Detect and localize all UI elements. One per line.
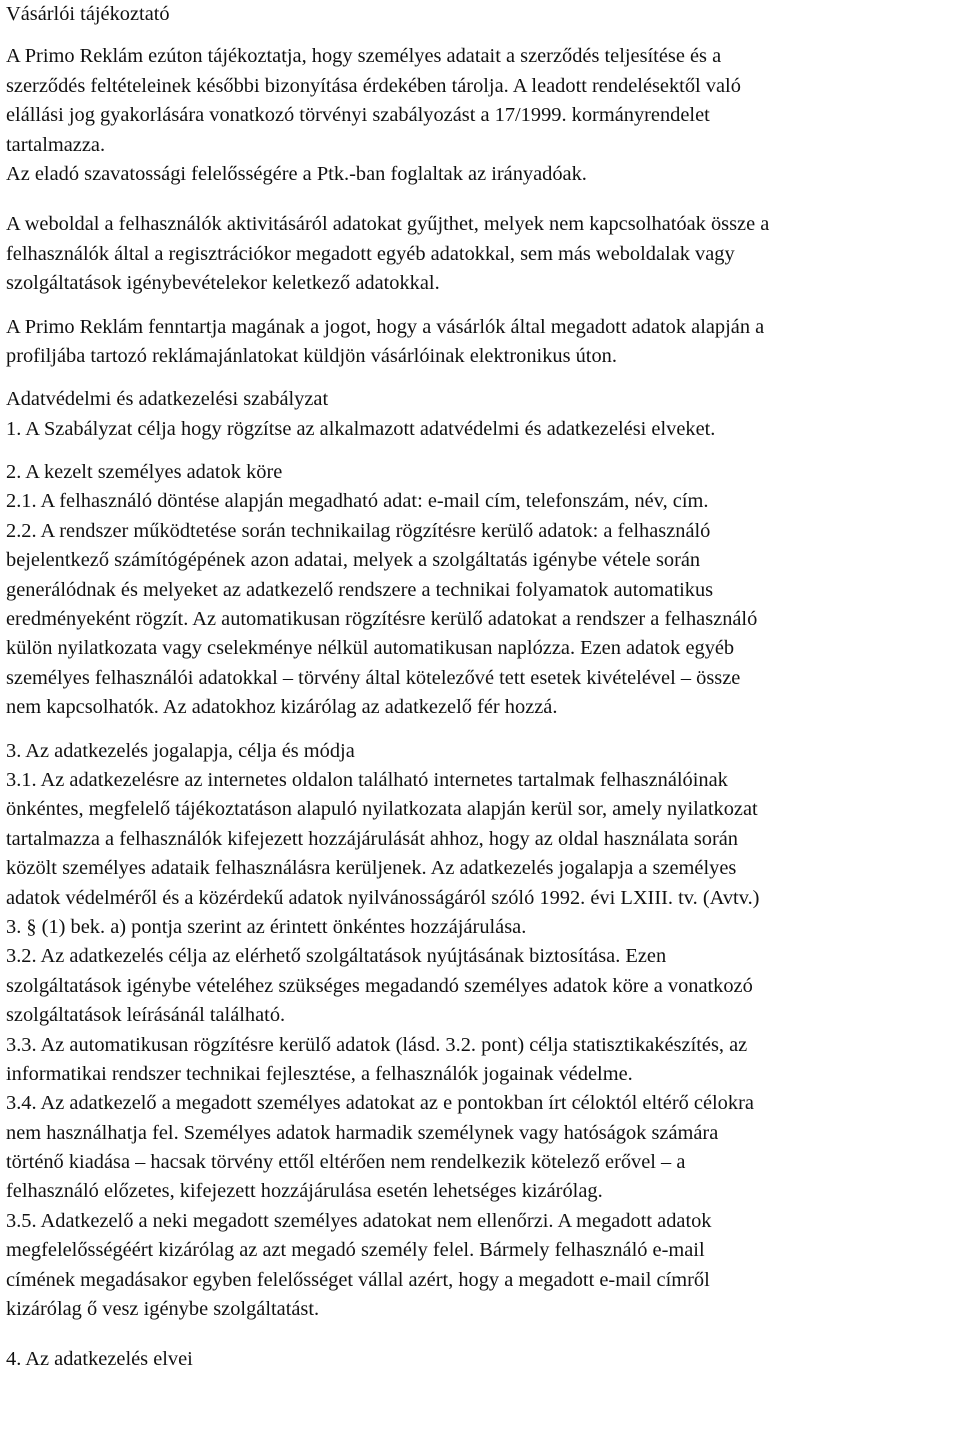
rights-paragraph xyxy=(6,313,958,372)
intro-paragraph xyxy=(6,42,958,189)
policy-heading: Adatvédelmi és adatkezelési szabályzat xyxy=(6,388,329,411)
text-line: elállási jog gyakorlására vonatkozó törvényi szabályozást a 17/1999. kormányrendelet xyxy=(6,104,710,127)
text-line: A weboldal a felhasználók aktivitásáról adatokat gyűjthet, melyek nem kapcsolhatóak össze a xyxy=(6,213,770,236)
text-line: A Primo Reklám ezúton tájékoztatja, hogy személyes adatait a szerződés teljesítése és a xyxy=(6,45,722,68)
section-4 xyxy=(6,1345,958,1374)
text-line: nem kapcsolhatók. Az adatokhoz kizárólag az adatkezelő fér hozzá. xyxy=(6,696,558,719)
text-line: 2.1. A felhasználó döntése alapján megadható adat: e-mail cím, telefonszám, név, cím. xyxy=(6,490,709,513)
text-line: 3.1. Az adatkezelésre az internetes oldalon található internetes tartalmak felhasználóinak xyxy=(6,768,728,791)
section-2-heading: 2. A kezelt személyes adatok köre xyxy=(6,461,283,484)
text-line: szolgáltatások leírásánál található. xyxy=(6,1004,286,1027)
text-line: 3.3. Az automatikusan rögzítésre kerülő adatok (lásd. 3.2. pont) célja statisztikakészítés, az xyxy=(6,1033,748,1056)
document-page xyxy=(6,0,958,1375)
text-line: A Primo Reklám fenntartja magának a jogot, hogy a vásárlók által megadott adatok alapján a xyxy=(6,315,765,338)
section-2 xyxy=(6,458,958,723)
text-line: 3.2. Az adatkezelés célja az elérhető szolgáltatások nyújtásának biztosítása. Ezen xyxy=(6,945,667,968)
text-line: 2.2. A rendszer működtetése során technikailag rögzítésre kerülő adatok: a felhasználó xyxy=(6,519,711,542)
section-3-heading: 3. Az adatkezelés jogalapja, célja és módja xyxy=(6,739,355,762)
text-line: szerződés feltételeinek későbbi bizonyítása érdekében tárolja. A leadott rendelésektől való xyxy=(6,74,741,97)
web-activity-paragraph xyxy=(6,210,958,298)
section-3 xyxy=(6,737,958,1325)
text-line: nem használhatja fel. Személyes adatok harmadik személynek vagy hatóságok számára xyxy=(6,1121,719,1144)
text-line: Az eladó szavatossági felelősségére a Ptk.-ban foglaltak az irányadóak. xyxy=(6,162,587,185)
text-line: felhasználók által a regisztrációkor megadott egyéb adatokkal, sem más weboldalak vagy xyxy=(6,242,735,265)
text-line: adatok védelméről és a közérdekű adatok nyilvánosságáról szóló 1992. évi LXIII. tv. (Avtv.) xyxy=(6,886,760,909)
text-line: szolgáltatások igénybevételekor keletkező adatokkal. xyxy=(6,272,440,295)
text-line: 3.4. Az adatkezelő a megadott személyes adatokat az e pontokban írt céloktól eltérő célokra xyxy=(6,1092,754,1115)
text-line: 1. A Szabályzat célja hogy rögzítse az alkalmazott adatvédelmi és adatkezelési elveket. xyxy=(6,417,716,440)
text-line: bejelentkező számítógépének azon adatai, melyek a szolgáltatás igénybe vétele során xyxy=(6,549,701,572)
text-line: kizárólag ő vesz igénybe szolgáltatást. xyxy=(6,1298,320,1321)
text-line: közölt személyes adataik felhasználásra kerüljenek. Az adatkezelés jogalapja a személyes xyxy=(6,857,737,880)
section-4-heading: 4. Az adatkezelés elvei xyxy=(6,1348,193,1371)
text-line: generálódnak és melyeket az adatkezelő rendszere a technikai folyamatok automatikus xyxy=(6,578,714,601)
text-line: megfelelősségéért kizárólag az azt megadó személy felel. Bármely felhasználó e-mail xyxy=(6,1239,705,1262)
text-line: személyes felhasználói adatokkal – törvény által kötelezővé tett esetek kivételével – össze xyxy=(6,666,741,689)
text-line: tartalmazza a felhasználók kifejezett hozzájárulását ahhoz, hogy az oldal használata során xyxy=(6,827,738,850)
text-line: profiljába tartozó reklámajánlatokat küldjön vásárlóinak elektronikus úton. xyxy=(6,344,617,367)
document-title: Vásárlói tájékoztató xyxy=(6,3,170,25)
text-line: 3.5. Adatkezelő a neki megadott személyes adatokat nem ellenőrzi. A megadott adatok xyxy=(6,1209,712,1232)
text-line: 3. § (1) bek. a) pontja szerint az érintett önkéntes hozzájárulása. xyxy=(6,915,527,938)
text-line: eredményeként rögzít. Az automatikusan rögzítésre kerülő adatokat a rendszer a felhasználó xyxy=(6,608,758,631)
text-line: informatikai rendszer technikai fejlesztése, a felhasználók jogainak védelme. xyxy=(6,1062,633,1085)
text-line: külön nyilatkozata vagy cselekménye nélkül automatikusan naplózza. Ezen adatok egyéb xyxy=(6,637,735,660)
text-line: szolgáltatások igénybe vételéhez szükséges megadandó személyes adatok köre a vonatkozó xyxy=(6,974,753,997)
text-line: tartalmazza. xyxy=(6,133,106,156)
policy-heading-block xyxy=(6,385,958,444)
text-line: történő kiadása – hacsak törvény ettől eltérően nem rendelkezik kötelező erővel – a xyxy=(6,1151,686,1174)
text-line: önkéntes, megfelelő tájékoztatáson alapuló nyilatkozata alapján kerül sor, amely nyilatkozat xyxy=(6,798,758,821)
text-line: felhasználó előzetes, kifejezett hozzájárulása esetén lehetséges kizárólag. xyxy=(6,1180,603,1203)
text-line: címének megadásakor egyben felelősséget vállal azért, hogy a megadott e-mail címről xyxy=(6,1268,710,1291)
